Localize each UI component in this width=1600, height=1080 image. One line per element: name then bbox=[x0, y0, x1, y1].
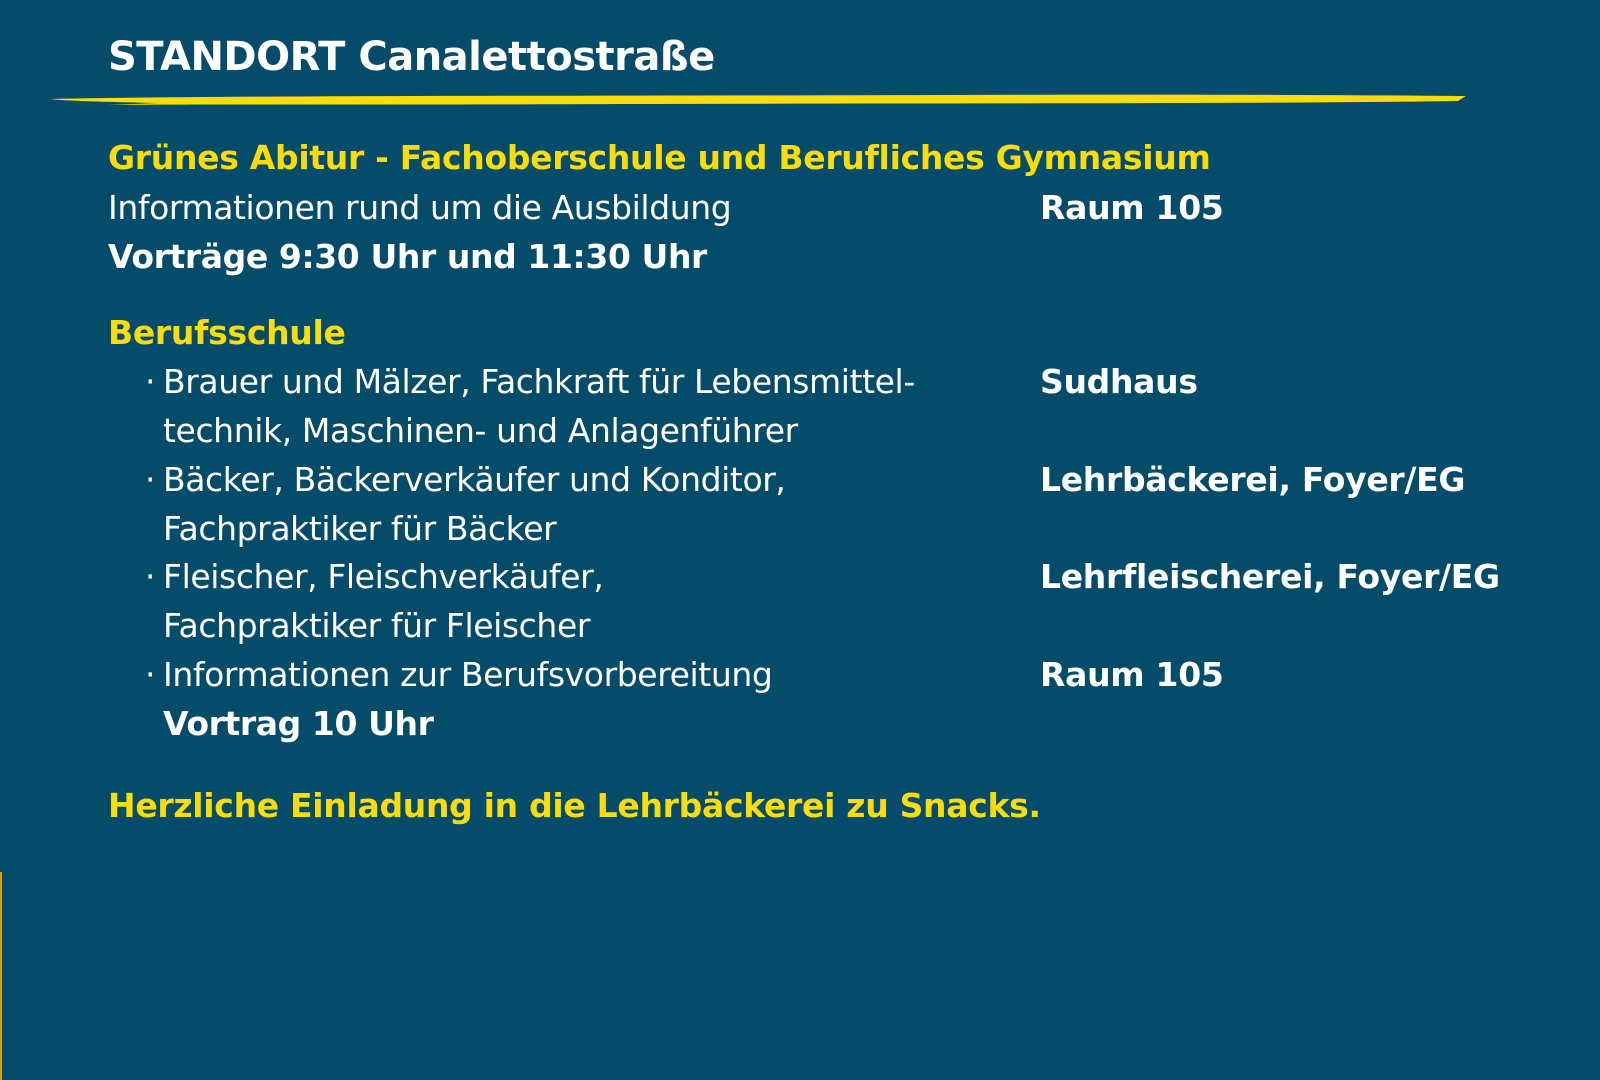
bullet-dot: · bbox=[145, 362, 156, 401]
page-title: STANDORT Canalettostraße bbox=[108, 34, 715, 80]
title-underline-brushstroke bbox=[48, 92, 1468, 110]
list-item-fleischer-line1: Fleischer, Fleischverkäufer, bbox=[163, 557, 604, 596]
bullet-dot: · bbox=[145, 655, 156, 694]
footer-invitation: Herzliche Einladung in die Lehrbäckerei zu Snacks. bbox=[108, 786, 1041, 825]
list-item-baecker-line2: Fachpraktiker für Bäcker bbox=[163, 509, 557, 548]
list-item-brauer-line2: technik, Maschinen- und Anlagenführer bbox=[163, 411, 798, 450]
bullet-dot: · bbox=[145, 460, 156, 499]
info-ausbildung-text: Informationen rund um die Ausbildung bbox=[108, 188, 732, 227]
list-item-fleischer-line2: Fachpraktiker für Fleischer bbox=[163, 606, 591, 645]
list-item-berufsvorbereitung-line2: Vortrag 10 Uhr bbox=[163, 704, 434, 743]
list-item-berufsvorbereitung-line1: Informationen zur Berufsvorbereitung bbox=[163, 655, 773, 694]
location-lehrbaeckerei: Lehrbäckerei, Foyer/EG bbox=[1040, 460, 1466, 499]
bullet-dot: · bbox=[145, 557, 156, 596]
location-sudhaus: Sudhaus bbox=[1040, 362, 1198, 401]
vortraege-times: Vorträge 9:30 Uhr und 11:30 Uhr bbox=[108, 237, 707, 276]
section-heading-berufsschule: Berufsschule bbox=[108, 313, 346, 352]
location-lehrfleischerei: Lehrfleischerei, Foyer/EG bbox=[1040, 557, 1500, 596]
list-item-baecker-line1: Bäcker, Bäckerverkäufer und Konditor, bbox=[163, 460, 786, 499]
list-item-brauer-line1: Brauer und Mälzer, Fachkraft für Lebensmittel- bbox=[163, 362, 915, 401]
location-raum-105: Raum 105 bbox=[1040, 188, 1224, 227]
location-raum-105-2: Raum 105 bbox=[1040, 655, 1224, 694]
section-heading-gruenes-abitur: Grünes Abitur - Fachoberschule und Berufliches Gymnasium bbox=[108, 138, 1211, 177]
left-edge-line bbox=[0, 872, 2, 1080]
